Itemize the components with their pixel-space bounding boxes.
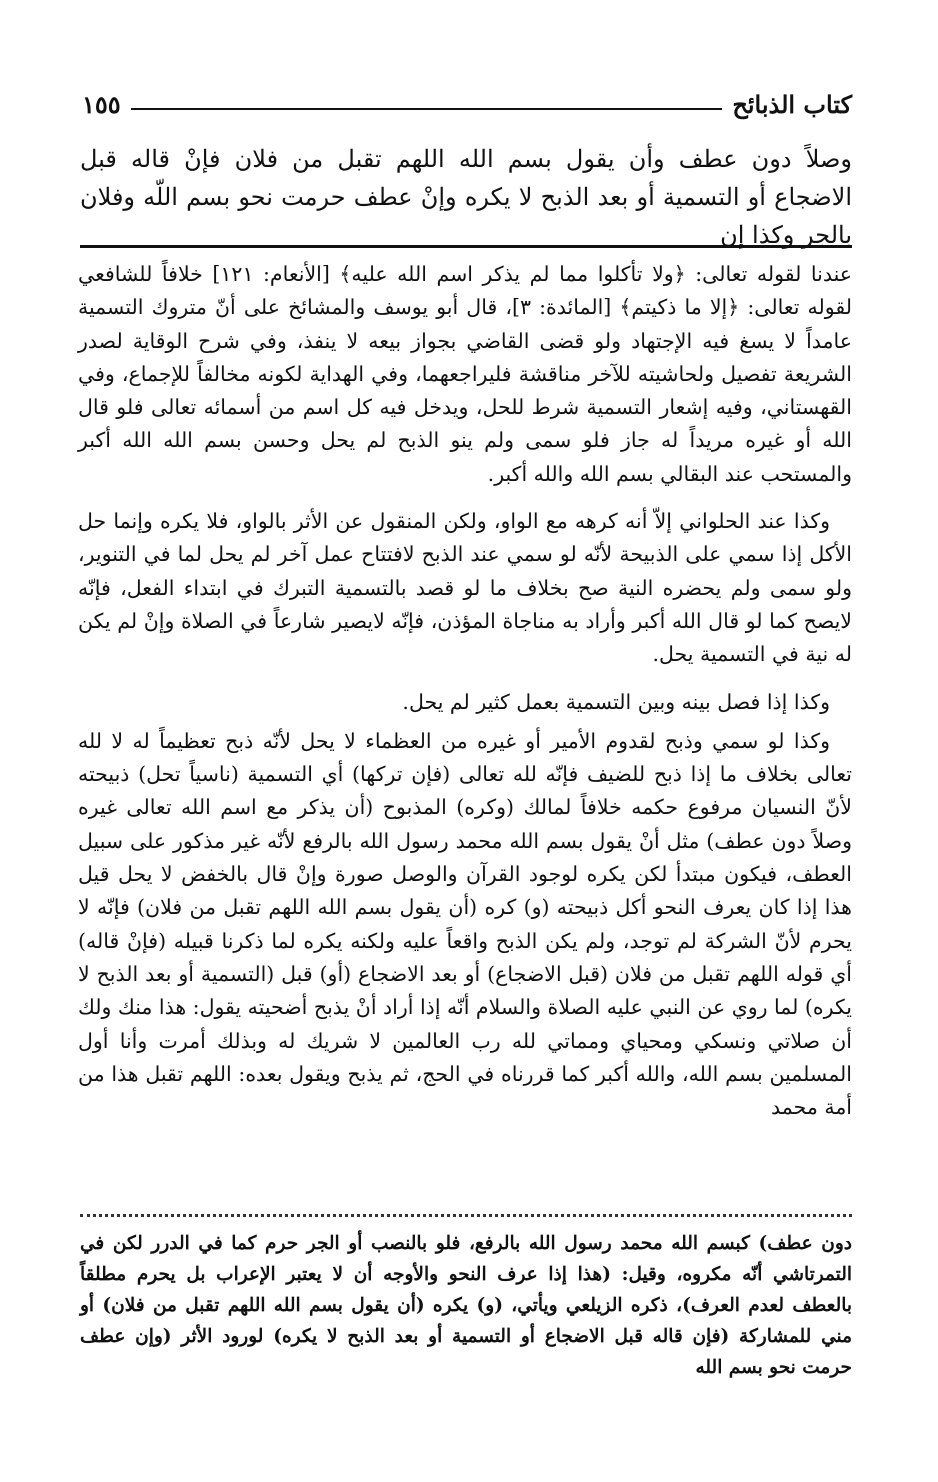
header-rule xyxy=(131,108,723,110)
page-header xyxy=(82,84,852,124)
commentary-paragraph: وكذا لو سمي وذبح لقدوم الأمير أو غيره من العظماء لا يحل لأنّه ذبح تعظيماً له لا لله تعالى بخلاف ما إذا ذبح للضيف فإنّه لله تعالى (فإن تركها) أي التسمية (ناسياً تحل) ذبيحته لأنّ النسيان مرفوع حكمه خلافاً لمالك (وكره) المذبوح (أن يذكر مع اسم الله تعالى غيره وصلاً دون عطف) مثل أنْ يقول بسم الله محمد رسول الله بالرفع لأنّه غير مذكور على سبيل العطف، فيكون مبتدأ لكن يكره لوجود القرآن والوصل صورة وإنْ قال بالخفض لا يحل قيل هذا إذا كان يعرف النحو أكل ذبيحته (و) كره (أن يقول بسم الله اللهم تقبل من فلان) فإنّه لا يحرم لأنّ الشركة لم توجد، ولم يكن الذبح واقعاً عليه ولكنه يكره لما ذكرنا قبيله (فإنْ قاله) أي قوله اللهم تقبل من فلان (قبل الاضجاع) أو بعد الاضجاع (أو) قبل (التسمية أو بعد الذبح لا يكره) لما روي عن النبي عليه الصلاة والسلام أنّه إذا أراد أنْ يذبح أضحيته يقول: هذا منك ولك أن صلاتي ونسكي ومحياي ومماتي لله رب العالمين لا شريك له وبذلك أمرت وأنا أول المسلمين بسم الله، والله أكبر كما قررناه في الحج، ثم يذبح ويقول بعده: اللهم تقبل هذا من أمة محمد xyxy=(77,728,852,1120)
commentary xyxy=(78,258,852,1138)
page-number: ١٥٥ xyxy=(82,89,121,119)
commentary-paragraph: وكذا إذا فصل بينه وبين التسمية بعمل كثير لم يحل. xyxy=(402,689,830,714)
footnote xyxy=(80,1228,852,1383)
commentary-paragraph: عندنا لقوله تعالى: ﴿ولا تأكلوا مما لم يذكر اسم الله عليه﴾ [الأنعام: ١٢١] خلافاً للشافعي لقوله تعالى: ﴿إلا ما ذكيتم﴾ [المائدة: ٣]، قال أبو يوسف والمشائخ على أنّ متروك التسمية عامداً لا يسغ فيه الإجتهاد ولو قضى القاضي بجواز بيعه لا ينفذ، وفي شرح الوقاية لصدر الشريعة تفصيل ولحاشيته للآخر مناقشة فليراجعهما، وفي الهداية لكونه مخالفاً للإجماع، وفي القهستاني، وفيه إشعار التسمية شرط للحل، ويدخل فيه كل اسم من أسمائه تعالى فلو قال الله أو غيره مريداً له جاز فلو سمى ولم ينو الذبح لم يحل وحسن بسم الله الله أكبر والمستحب عند البقالي بسم الله والله أكبر. xyxy=(78,262,852,486)
commentary-paragraph: وكذا عند الحلواني إلاّ أنه كرهه مع الواو، ولكن المنقول عن الأثر بالواو، فلا يكره وإنما حل الأكل إذا سمي على الذبيحة لأنّه لو سمي عند الذبح لافتتاح عمل آخر لم يحل لما في التنوير، ولو سمى ولم يحضره النية صح بخلاف ما لو قصد بالتسمية التبرك في ابتداء الفعل، فإنّه لايصح كما لو قال الله أكبر وأراد به مناجاة المؤذن، فإنّه لايصير شارعاً في الصلاة وإنْ لم يكن له نية في التسمية يحل. xyxy=(78,509,852,667)
main-text-separator xyxy=(80,245,852,248)
chapter-title: كتاب الذبائح xyxy=(732,89,852,119)
main-text: وصلاً دون عطف وأن يقول بسم الله اللهم تقبل من فلان فإنْ قاله قبل الاضجاع أو التسمية أو بعد الذبح لا يكره وإنْ عطف حرمت نحو بسم اللّه وفلان بالجر وكذا إن xyxy=(80,145,852,249)
footnote-separator xyxy=(80,1214,852,1217)
footnote-paragraph: دون عطف) كبسم الله محمد رسول الله بالرفع، فلو بالنصب أو الجر حرم كما في الدرر لكن في التمرتاشي أنّه مكروه، وقيل: (هذا إذا عرف النحو والأوجه أن لا يعتبر الإعراب بل يحرم مطلقاً بالعطف لعدم العرف)، ذكره الزيلعي ويأتي، (و) يكره (أن يقول بسم الله اللهم تقبل من فلان) أو مني للمشاركة (فإن قاله قبل الاضجاع أو التسمية أو بعد الذبح لا يكره) لورود الأثر (وإن عطف حرمت نحو بسم الله xyxy=(80,1233,852,1378)
